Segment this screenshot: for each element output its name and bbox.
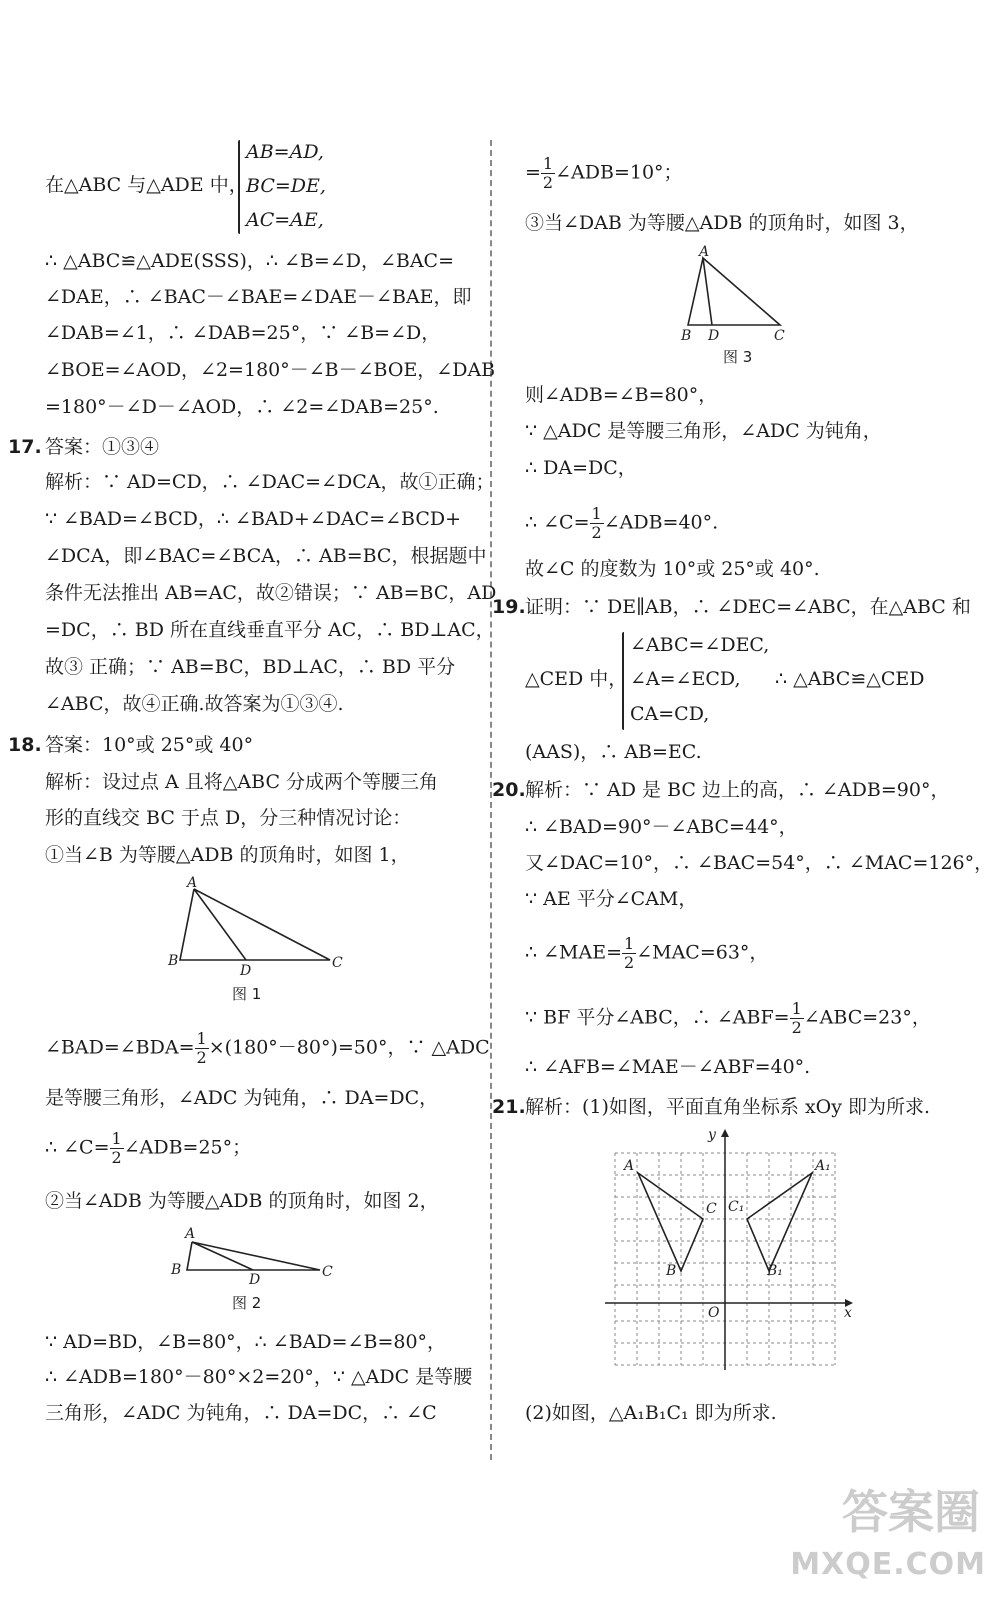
text-line <box>525 1000 931 1037</box>
text-line <box>45 1130 251 1167</box>
figure-caption: 图 3 <box>723 348 753 366</box>
label-d: D <box>708 328 720 344</box>
text-line: ∠ABC，故④正确.故答案为①③④. <box>45 693 344 715</box>
figure-caption: 图 1 <box>232 985 262 1003</box>
label-x: x <box>844 1305 852 1321</box>
text-line: (AAS)，∴ AB=EC. <box>525 741 702 763</box>
text-line: ∠DCA，即∠BAC=∠BCA，∴ AB=BC，根据题中 <box>45 545 487 567</box>
text-line <box>525 935 768 972</box>
text-line: 则∠ADB=∠B=80°， <box>525 384 718 406</box>
label-origin: O <box>708 1305 720 1321</box>
text-line: ∴ △ABC≌△ADE(SSS)，∴ ∠B=∠D，∠BAC= <box>45 250 455 272</box>
frac-den: 2 <box>624 953 635 972</box>
text-fragment: ∠ADB=10°； <box>555 161 683 184</box>
text-line: 解析：∵ AD=CD，∴ ∠DAC=∠DCA，故①正确； <box>45 471 495 493</box>
text-fragment: ∴ ∠MAE= <box>525 941 623 964</box>
text-fragment: ×(180°－80°)=50°，∵ △ADC <box>208 1036 490 1059</box>
text-line <box>525 155 683 192</box>
text-line: (2)如图，△A₁B₁C₁ 即为所求. <box>525 1402 777 1424</box>
label-b: B <box>666 1263 677 1279</box>
triangle-a1b1c1 <box>747 1173 812 1271</box>
text-line: 又∠DAC=10°，∴ ∠BAC=54°，∴ ∠MAC=126°， <box>525 852 994 874</box>
fraction-half <box>541 155 555 192</box>
text-line: 是等腰三角形，∠ADC 为钝角，∴ DA=DC， <box>45 1087 439 1109</box>
text-line: ∠DAE，∴ ∠BAC－∠BAE=∠DAE－∠BAE，即 <box>45 286 472 308</box>
equation-line: AB=AD, <box>246 141 324 163</box>
frac-den: 2 <box>791 1018 802 1037</box>
text-line: ∵ △ADC 是等腰三角形，∠ADC 为钝角， <box>525 420 882 442</box>
coordinate-grid-figure <box>600 1125 860 1375</box>
label-a: A <box>624 1158 635 1174</box>
figure-2-lines <box>187 1242 320 1270</box>
answer-line: 答案：①③④ <box>45 436 160 458</box>
label-c1: C₁ <box>728 1199 745 1215</box>
text-line: ∵ AE 平分∠CAM， <box>525 888 698 910</box>
frac-num: 1 <box>196 1029 207 1048</box>
text-line: ∵ AD=BD，∠B=80°，∴ ∠BAD=∠B=80°， <box>45 1331 447 1353</box>
label-c: C <box>706 1201 717 1217</box>
frac-num: 1 <box>111 1129 122 1148</box>
watermark-url: MXQE.COM <box>790 1547 986 1582</box>
equation-line: BC=DE, <box>246 175 326 197</box>
frac-num: 1 <box>591 504 602 523</box>
figure-3 <box>670 240 800 345</box>
text-line: 三角形，∠ADC 为钝角，∴ DA=DC，∴ ∠C <box>45 1402 437 1424</box>
text-fragment: ∠BAD=∠BDA= <box>45 1036 195 1059</box>
triangle-abc <box>638 1173 703 1271</box>
label-b: B <box>681 328 692 344</box>
text-line: ①当∠B 为等腰△ADB 的顶角时，如图 1， <box>45 844 410 866</box>
figure-1 <box>160 875 360 975</box>
label-a: A <box>185 1226 196 1242</box>
label-y: y <box>708 1127 716 1143</box>
label-c: C <box>332 955 343 971</box>
text-line: 形的直线交 BC 于点 D，分三种情况讨论： <box>45 807 412 829</box>
question-number: 20. <box>492 779 526 801</box>
y-axis-arrow <box>721 1129 729 1137</box>
text-fragment: = <box>525 161 541 184</box>
text-line: ∴ DA=DC， <box>525 457 637 479</box>
equation-line: CA=CD, <box>630 703 710 725</box>
text-fragment: ∵ BF 平分∠ABC，∴ ∠ABF= <box>525 1006 790 1029</box>
text-line: 故∠C 的度数为 10°或 25°或 40°. <box>525 558 820 580</box>
frac-num: 1 <box>542 154 554 173</box>
text-line: ③当∠DAB 为等腰△ADB 的顶角时，如图 3， <box>525 212 919 234</box>
text-line <box>525 505 718 542</box>
text-line: 解析：(1)如图，平面直角坐标系 xOy 即为所求. <box>525 1096 931 1118</box>
text-line: 在△ABC 与△ADE 中， <box>45 174 248 196</box>
fraction-half <box>590 505 604 542</box>
label-a1: A₁ <box>815 1158 831 1174</box>
system-brace <box>622 632 624 730</box>
frac-num: 1 <box>624 934 635 953</box>
text-line: 解析：设过点 A 且将△ABC 分成两个等腰三角 <box>45 771 439 793</box>
equation-line: AC=AE, <box>246 209 324 231</box>
text-line: ②当∠ADB 为等腰△ADB 的顶角时，如图 2， <box>45 1190 439 1212</box>
text-line <box>45 1030 490 1067</box>
text-fragment: ∠ADB=25°； <box>123 1136 252 1159</box>
system-brace <box>238 140 240 234</box>
label-d: D <box>240 963 252 975</box>
question-number: 19. <box>492 596 526 618</box>
figure-1-lines <box>180 889 330 960</box>
text-line: ∵ ∠BAD=∠BCD，∴ ∠BAD+∠DAC=∠BCD+ <box>45 508 462 530</box>
label-b: B <box>171 1262 182 1278</box>
text-line: =DC，∴ BD 所在直线垂直平分 AC，∴ BD⊥AC， <box>45 619 495 641</box>
text-line: 解析：∵ AD 是 BC 边上的高，∴ ∠ADB=90°， <box>525 779 950 801</box>
label-a: A <box>699 244 710 260</box>
text-fragment: ∴ ∠C= <box>525 511 590 534</box>
text-line: ∴ ∠ADB=180°－80°×2=20°，∵ △ADC 是等腰 <box>45 1366 473 1388</box>
text-line: ∠BOE=∠AOD，∠2=180°－∠B－∠BOE，∠DAB <box>45 359 496 381</box>
text-line: 故③ 正确；∵ AB=BC，BD⊥AC，∴ BD 平分 <box>45 656 456 678</box>
fraction-half <box>790 1000 804 1037</box>
figure-2 <box>165 1222 345 1284</box>
fraction-half <box>195 1030 209 1067</box>
equation-line: ∠ABC=∠DEC, <box>630 634 770 656</box>
question-number: 17. <box>8 436 42 458</box>
text-fragment: ∠MAC=63°， <box>636 941 769 964</box>
equation-line: ∠A=∠ECD, <box>630 668 741 690</box>
fraction-half <box>110 1130 124 1167</box>
label-b: B <box>168 953 179 969</box>
question-number: 18. <box>8 734 42 756</box>
label-d: D <box>249 1272 261 1284</box>
text-fragment: ∴ ∠C= <box>45 1136 110 1159</box>
frac-num: 1 <box>791 999 802 1018</box>
watermark-logo: 答案圈 <box>842 1485 980 1539</box>
frac-den: 2 <box>196 1048 207 1067</box>
frac-den: 2 <box>591 523 602 542</box>
text-line: ∴ ∠AFB=∠MAE－∠ABF=40°. <box>525 1056 811 1078</box>
text-fragment: ∴ △ABC≌△CED <box>775 668 925 690</box>
answer-line: 答案：10°或 25°或 40° <box>45 734 254 756</box>
text-fragment: ∠ADB=40°. <box>603 511 719 534</box>
label-b1: B₁ <box>767 1263 783 1279</box>
fraction-half <box>622 935 636 972</box>
figure-caption: 图 2 <box>232 1294 262 1312</box>
text-line: =180°－∠D－∠AOD，∴ ∠2=∠DAB=25°. <box>45 396 439 418</box>
text-line: 条件无法推出 AB=AC，故②错误；∵ AB=BC，AD <box>45 582 497 604</box>
label-c: C <box>774 328 785 344</box>
text-fragment: ∠ABC=23°， <box>803 1006 931 1029</box>
text-line: ∴ ∠BAD=90°－∠ABC=44°， <box>525 816 798 838</box>
figure-3-lines <box>688 258 780 325</box>
text-line: 证明：∵ DE∥AB，∴ ∠DEC=∠ABC，在△ABC 和 <box>525 596 971 618</box>
label-a: A <box>187 875 198 891</box>
question-number: 21. <box>492 1096 526 1118</box>
text-line: ∠DAB=∠1，∴ ∠DAB=25°，∵ ∠B=∠D， <box>45 322 441 344</box>
frac-den: 2 <box>542 173 554 192</box>
text-fragment: △CED 中， <box>525 668 628 690</box>
label-c: C <box>322 1264 333 1280</box>
frac-den: 2 <box>111 1148 122 1167</box>
